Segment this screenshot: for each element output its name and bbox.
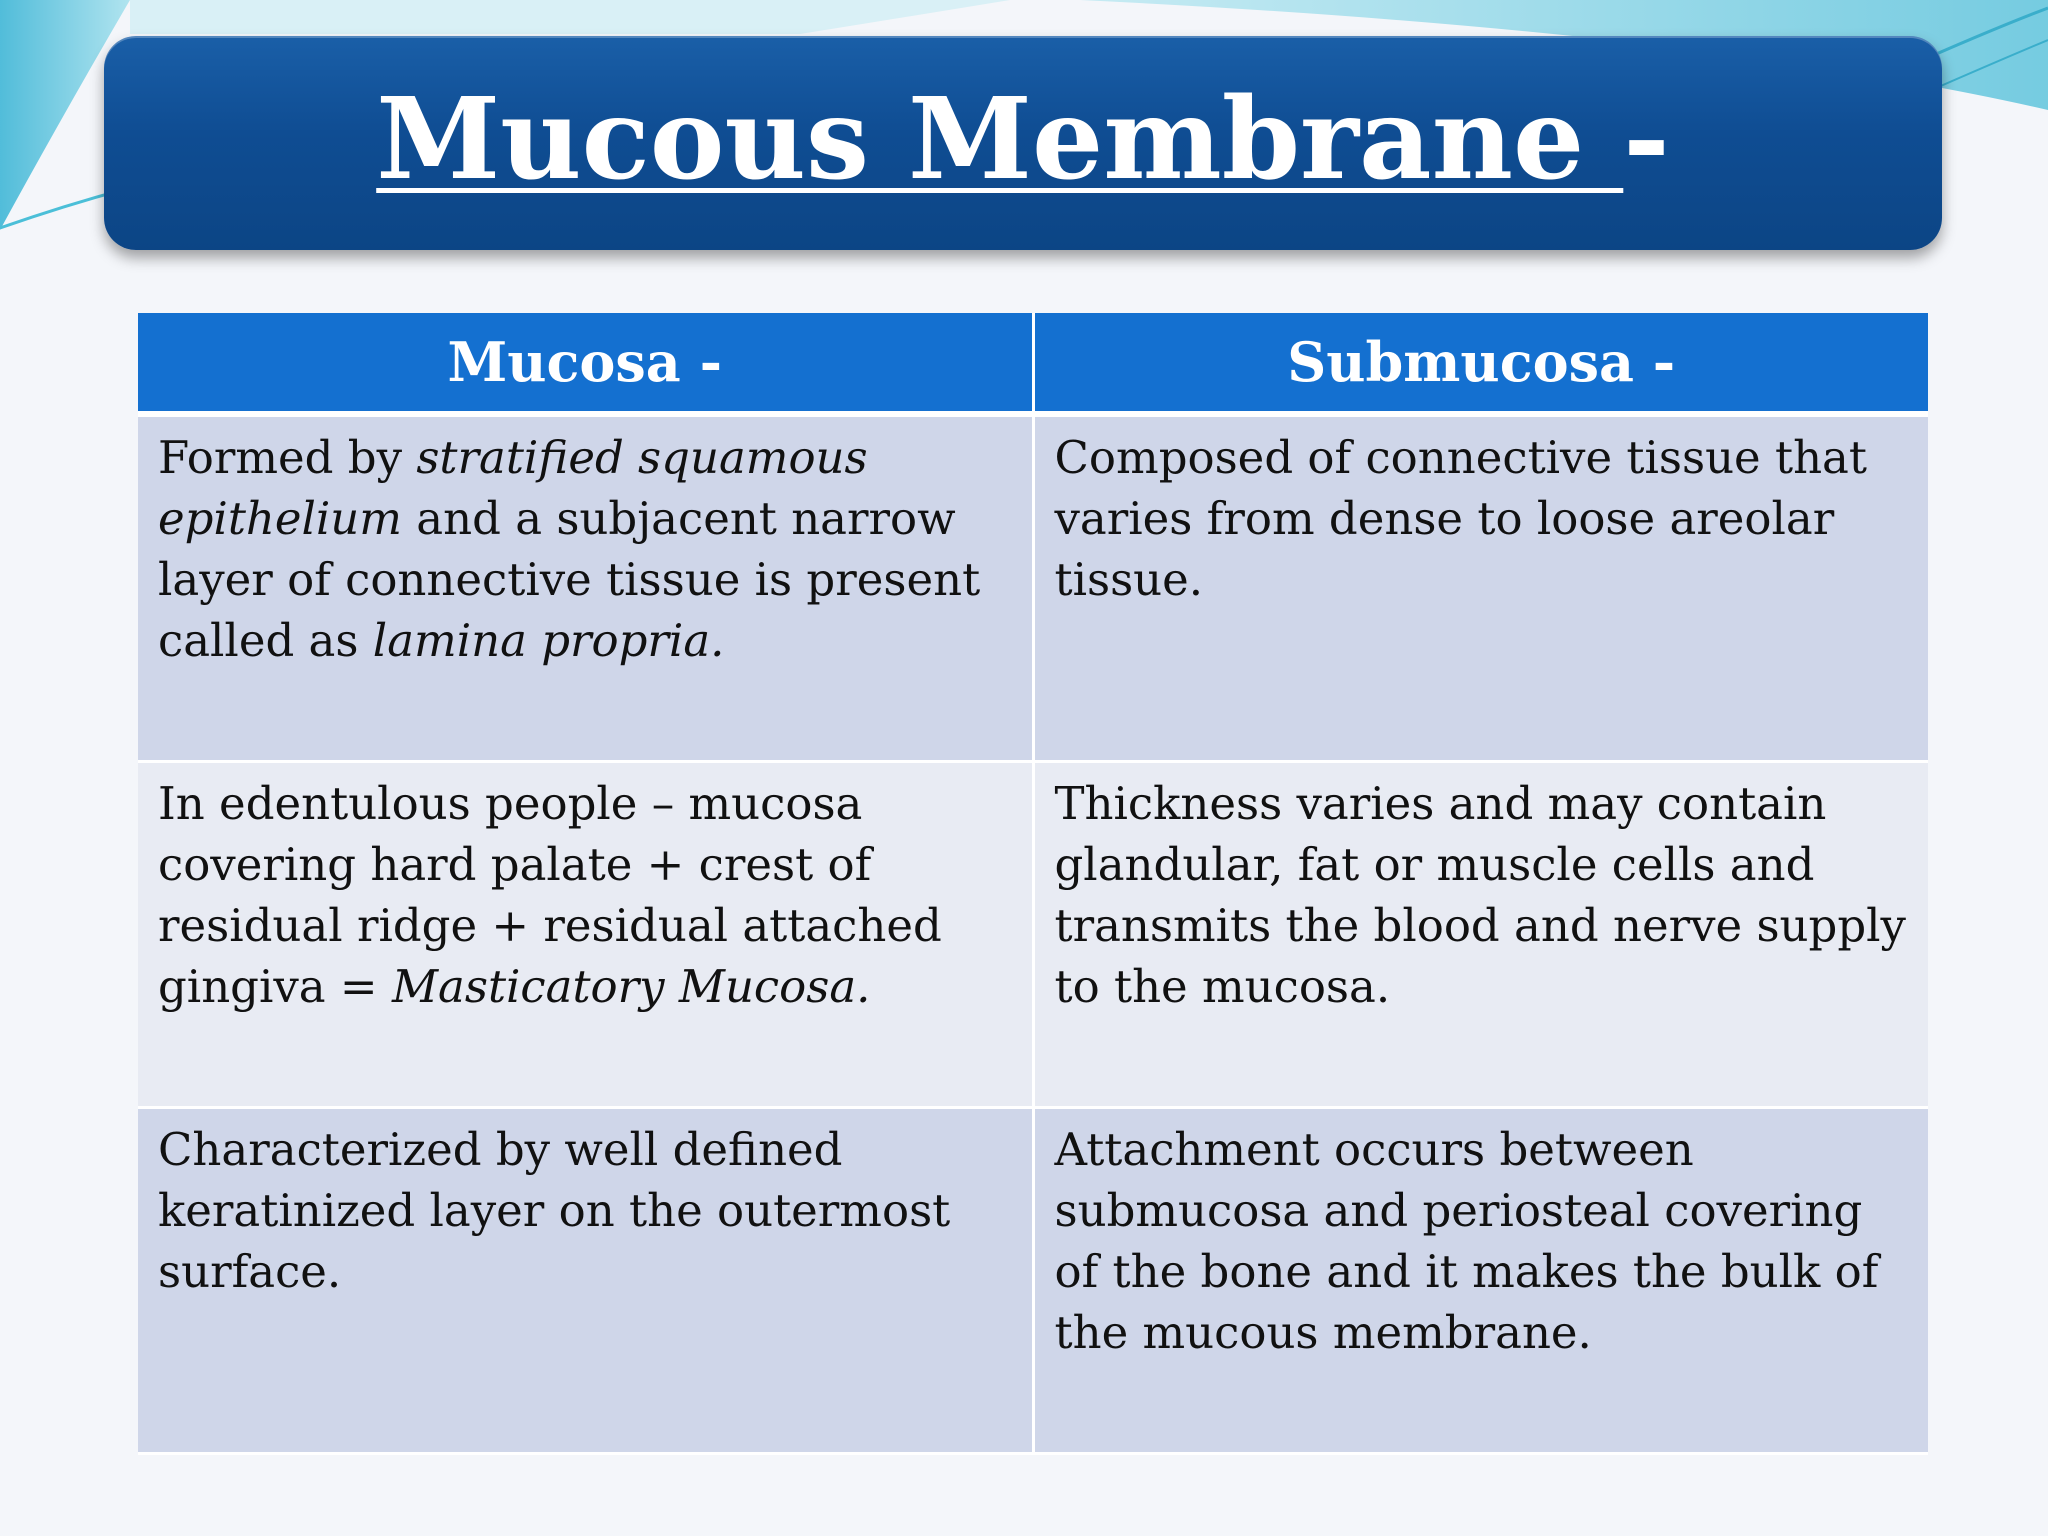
- mucosa-cell: [138, 414, 1033, 762]
- submucosa-cell: [1033, 1108, 1928, 1454]
- table-row: [138, 414, 1928, 762]
- cell-text: Formed by: [158, 431, 417, 484]
- comparison-table: [138, 313, 1928, 1455]
- page-title-main: Mucous Membrane: [376, 74, 1624, 205]
- cell-italic-text: stratified squamous epithelium: [158, 431, 868, 545]
- cell-italic-text: Masticatory Mucosa.: [391, 960, 871, 1013]
- top-swoosh: [130, 0, 1010, 34]
- page-title-suffix: -: [1623, 74, 1670, 205]
- table-header-row: [138, 313, 1928, 414]
- cell-text: Attachment occurs between submucosa and periosteal covering of the bone and it makes the bulk of the mucous membrane.: [1054, 1123, 1879, 1359]
- submucosa-cell: [1033, 414, 1928, 762]
- cell-text: Composed of connective tissue that varies from dense to loose areolar tissue.: [1054, 431, 1867, 606]
- mucosa-cell: [138, 762, 1033, 1108]
- header-mucosa: Mucosa -: [138, 313, 1033, 414]
- cell-text: Characterized by well defined keratinized layer on the outermost surface.: [158, 1123, 951, 1298]
- cell-text: Thickness varies and may contain glandular, fat or muscle cells and transmits the blood and nerve supply to the mucosa.: [1054, 777, 1906, 1013]
- mucosa-cell: [138, 1108, 1033, 1454]
- cell-text: and a subjacent narrow layer of connective tissue is present called as: [158, 492, 981, 667]
- table-row: [138, 762, 1928, 1108]
- cell-italic-text: lamina propria.: [372, 614, 725, 667]
- submucosa-cell: [1033, 762, 1928, 1108]
- table-row: [138, 1108, 1928, 1454]
- cell-text: In edentulous people – mucosa covering hard palate + crest of residual ridge + residual attached gingiva =: [158, 777, 942, 1013]
- header-submucosa: Submucosa -: [1033, 313, 1928, 414]
- page-title: [376, 74, 1670, 205]
- title-banner: [104, 36, 1942, 250]
